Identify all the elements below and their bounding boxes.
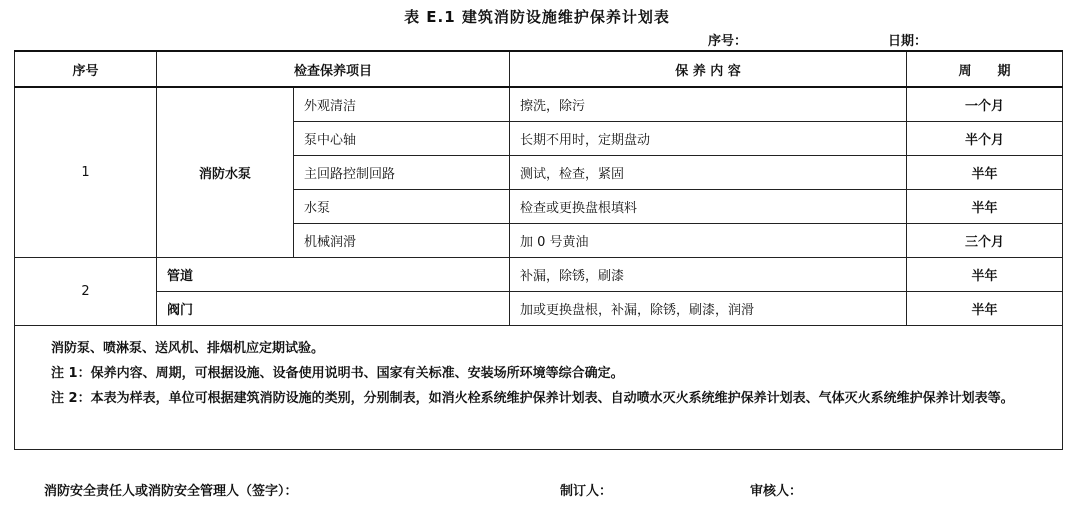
table-row xyxy=(15,87,1063,122)
serial-number-label: 序号： xyxy=(708,34,748,49)
maintenance-plan-table xyxy=(14,50,1063,450)
table-row xyxy=(15,258,1063,292)
item-cell: 泵中心轴 xyxy=(294,122,510,156)
content-cell: 加 0 号黄油 xyxy=(510,224,907,258)
period-cell: 半年 xyxy=(907,156,1063,190)
content-cell: 测试，检查，紧固 xyxy=(510,156,907,190)
content-cell: 加或更换盘根，补漏，除锈，刷漆，润滑 xyxy=(510,292,907,326)
period-cell: 一个月 xyxy=(907,87,1063,122)
item-cell: 主回路控制回路 xyxy=(294,156,510,190)
item-cell: 水泵 xyxy=(294,190,510,224)
header-content: 保 养 内 容 xyxy=(510,51,907,87)
group-category: 消防水泵 xyxy=(157,87,294,258)
note-line: 注 1：保养内容、周期，可根据设施、设备使用说明书、国家有关标准、安装场所环境等综合确定。 xyxy=(51,366,624,381)
notes-cell xyxy=(15,326,1063,450)
group-number: 1 xyxy=(15,87,157,258)
reviewer-label: 审核人： xyxy=(750,484,803,499)
item-cell: 管道 xyxy=(157,258,510,292)
notes-row xyxy=(15,326,1063,450)
table-title: 表 E.1 建筑消防设施维护保养计划表 xyxy=(404,8,670,26)
content-cell: 长期不用时，定期盘动 xyxy=(510,122,907,156)
responsible-signature-label: 消防安全责任人或消防安全管理人（签字）： xyxy=(44,484,298,499)
maker-label: 制订人： xyxy=(560,484,613,499)
period-cell: 三个月 xyxy=(907,224,1063,258)
note-line: 注 2：本表为样表，单位可根据建筑消防设施的类别，分别制表，如消火栓系统维护保养计划表、自动喷水灭火系统维护保养计划表、气体灭火系统维护保养计划表等。 xyxy=(51,391,1014,406)
content-cell: 补漏，除锈，刷漆 xyxy=(510,258,907,292)
header-period: 周 期 xyxy=(907,51,1063,87)
item-cell: 外观清洁 xyxy=(294,87,510,122)
table-row xyxy=(15,292,1063,326)
period-cell: 半年 xyxy=(907,258,1063,292)
content-cell: 检查或更换盘根填料 xyxy=(510,190,907,224)
item-cell: 阀门 xyxy=(157,292,510,326)
date-label: 日期： xyxy=(888,34,928,49)
header-no: 序号 xyxy=(15,51,157,87)
period-cell: 半个月 xyxy=(907,122,1063,156)
period-cell: 半年 xyxy=(907,292,1063,326)
note-line: 消防泵、喷淋泵、送风机、排烟机应定期试验。 xyxy=(51,341,325,356)
item-cell: 机械润滑 xyxy=(294,224,510,258)
content-cell: 擦洗，除污 xyxy=(510,87,907,122)
period-cell: 半年 xyxy=(907,190,1063,224)
table-header-row xyxy=(15,51,1063,87)
header-item: 检查保养项目 xyxy=(157,51,510,87)
group-number: 2 xyxy=(15,258,157,326)
